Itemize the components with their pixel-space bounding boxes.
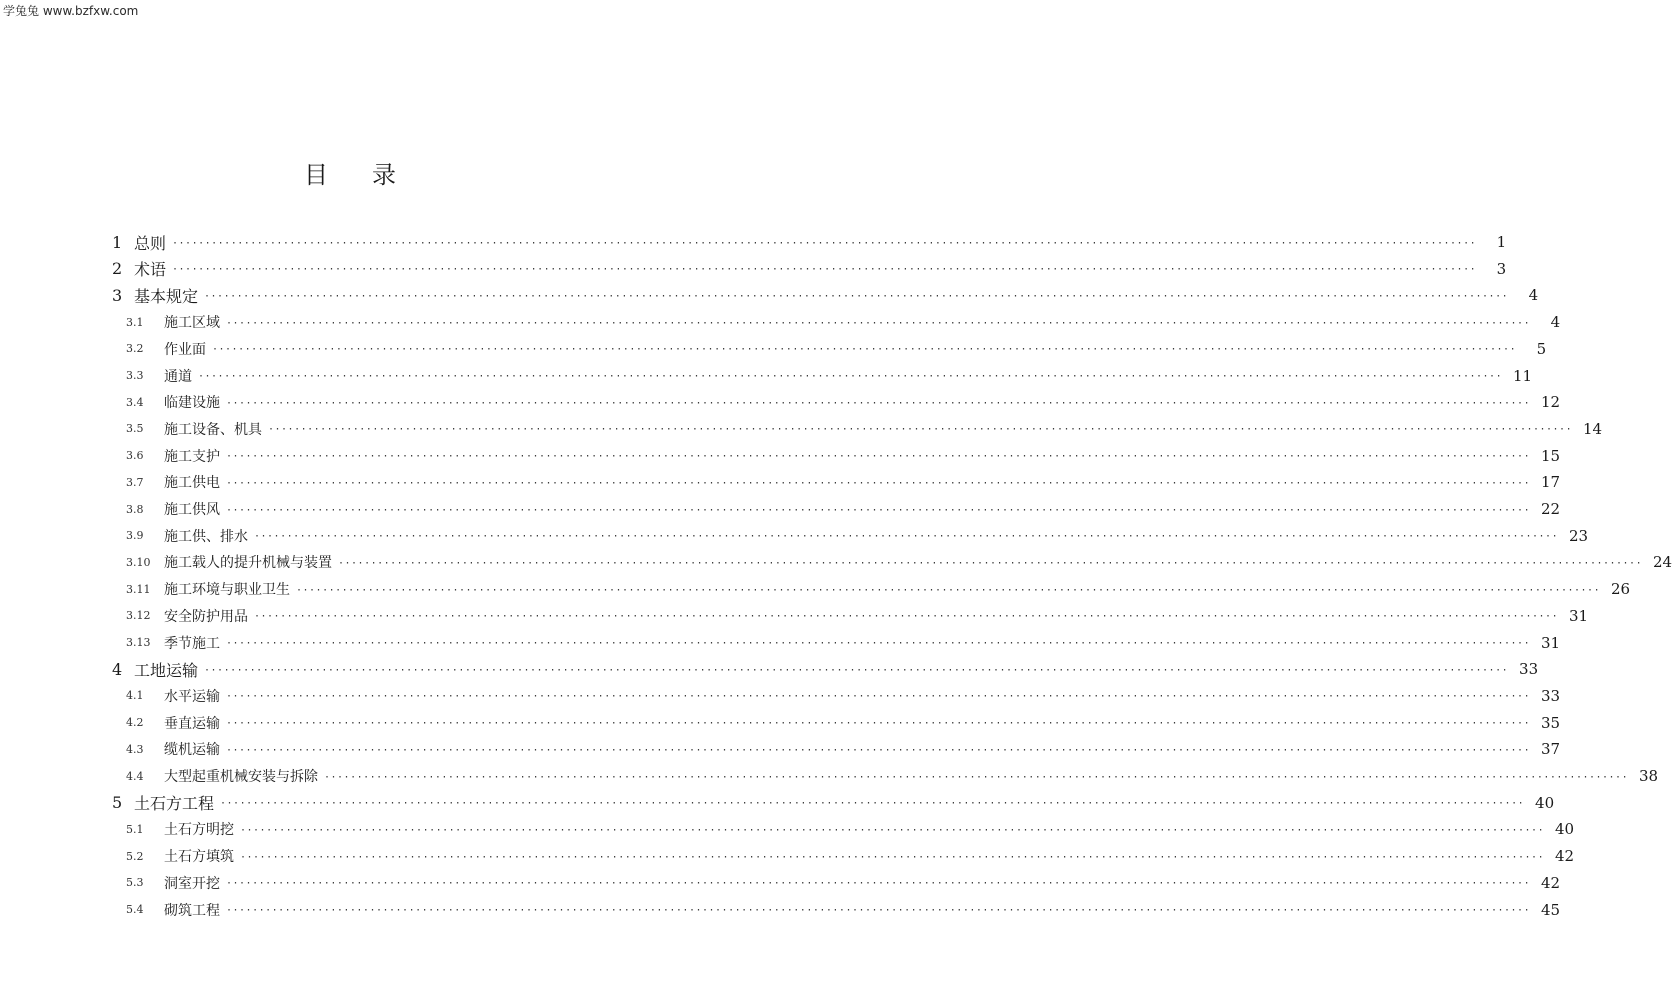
toc-section-entry[interactable] — [126, 416, 1603, 442]
dot-leader: ········································································································································································································ — [226, 744, 1531, 756]
toc-entry-title: 工地运输 — [134, 660, 199, 680]
toc-entry-title: 术语 — [134, 260, 167, 280]
toc-entry-title: 基本规定 — [134, 286, 199, 306]
toc-entry-title: 施工设备、机具 — [164, 421, 262, 438]
toc-entry-number: 3.1 — [126, 315, 144, 329]
toc-entry-page-number: 31 — [1541, 633, 1561, 652]
toc-entry-number: 4 — [112, 659, 123, 679]
toc-entry-number: 5 — [112, 793, 123, 813]
toc-entry-title: 缆机运输 — [164, 742, 220, 759]
dot-leader: ········································································································································································································ — [254, 611, 1559, 623]
toc-entry-page-number: 37 — [1541, 740, 1561, 759]
dot-leader: ········································································································································································································ — [240, 851, 1545, 863]
toc-entry-page-number: 5 — [1536, 339, 1547, 358]
toc-entry-number: 2 — [112, 259, 123, 279]
toc-entry-title: 施工载人的提升机械与装置 — [164, 555, 332, 572]
toc-entry-title: 施工环境与职业卫生 — [164, 582, 290, 599]
toc-entry-number: 3.5 — [126, 422, 144, 436]
dot-leader: ········································································································································································································ — [268, 424, 1573, 436]
toc-entry-title: 垂直运输 — [164, 715, 220, 732]
toc-entry-page-number: 35 — [1541, 713, 1561, 732]
toc-section-entry[interactable] — [126, 603, 1589, 629]
toc-entry-title: 水平运输 — [164, 688, 220, 705]
dot-leader: ········································································································································································································ — [226, 397, 1531, 409]
dot-leader: ········································································································································································································ — [296, 584, 1601, 596]
toc-entry-page-number: 1 — [1496, 233, 1507, 251]
dot-leader: ········································································································································································································ — [226, 638, 1531, 649]
toc-entry-title: 作业面 — [164, 341, 206, 358]
toc-entry-page-number: 45 — [1541, 900, 1561, 919]
toc-section-entry[interactable] — [126, 389, 1561, 415]
toc-entry-number: 3.11 — [126, 582, 151, 596]
toc-entry-number: 5.4 — [126, 903, 144, 916]
toc-entry-title: 总则 — [134, 233, 167, 253]
dot-leader: ········································································································································································································ — [226, 718, 1531, 730]
toc-entry-number: 4.1 — [126, 689, 144, 703]
toc-entry-title: 大型起重机械安装与拆除 — [164, 769, 318, 785]
toc-section-entry[interactable] — [126, 443, 1561, 469]
dot-leader: ········································································································································································································ — [172, 264, 1477, 276]
dot-leader: ········································································································································································································ — [226, 317, 1531, 329]
toc-entry-title: 土石方填筑 — [164, 849, 234, 866]
toc-entry-page-number: 40 — [1555, 820, 1575, 839]
toc-entry-page-number: 4 — [1528, 286, 1539, 305]
dot-leader: ········································································································································································································ — [226, 878, 1531, 890]
toc-section-entry[interactable] — [126, 710, 1561, 736]
dot-leader: ········································································································································································································ — [324, 771, 1629, 783]
toc-entry-page-number: 15 — [1541, 446, 1561, 465]
toc-entry-number: 3.7 — [126, 475, 144, 489]
dot-leader: ········································································································································································································ — [226, 504, 1531, 516]
toc-entry-number: 5.2 — [126, 849, 144, 863]
toc-section-entry[interactable] — [126, 309, 1561, 335]
toc-entry-page-number: 42 — [1541, 873, 1561, 892]
toc-entry-title: 土石方明挖 — [164, 822, 234, 839]
toc-entry-number: 5.3 — [126, 876, 144, 890]
toc-entry-title: 临建设施 — [164, 395, 220, 412]
page-title: 目录 — [304, 161, 440, 189]
toc-entry-number: 3.9 — [126, 529, 144, 543]
toc-chapter-entry[interactable] — [112, 256, 1507, 282]
toc-entry-number: 4.2 — [126, 716, 144, 730]
toc-section-entry[interactable] — [126, 897, 1561, 923]
toc-entry-page-number: 31 — [1569, 606, 1589, 625]
dot-leader: ········································································································································································································ — [226, 451, 1531, 463]
toc-section-entry[interactable] — [126, 336, 1547, 362]
dot-leader: ········································································································································································································ — [220, 798, 1525, 810]
toc-section-entry[interactable] — [126, 843, 1575, 869]
toc-entry-title: 土石方工程 — [134, 794, 215, 814]
toc-entry-page-number: 17 — [1541, 473, 1561, 492]
dot-leader: ········································································································································································································ — [226, 477, 1531, 489]
toc-entry-title: 施工供、排水 — [164, 528, 248, 545]
toc-section-entry[interactable] — [126, 683, 1561, 709]
toc-entry-page-number: 33 — [1541, 686, 1561, 705]
toc-entry-page-number: 24 — [1653, 553, 1672, 572]
toc-entry-page-number: 40 — [1535, 793, 1555, 812]
dot-leader: ········································································································································································································ — [240, 824, 1545, 836]
toc-entry-number: 3.10 — [126, 555, 151, 569]
toc-chapter-entry[interactable] — [112, 282, 1539, 308]
toc-section-entry[interactable] — [126, 496, 1561, 522]
toc-entry-title: 安全防护用品 — [164, 608, 248, 625]
toc-section-entry[interactable] — [126, 523, 1589, 549]
toc-chapter-entry[interactable] — [112, 790, 1555, 816]
toc-entry-number: 4.3 — [126, 742, 144, 756]
toc-entry-page-number: 26 — [1611, 580, 1631, 599]
toc-entry-title: 施工区域 — [164, 315, 220, 332]
toc-entry-number: 3.12 — [126, 609, 151, 623]
toc-section-entry[interactable] — [126, 870, 1561, 896]
dot-leader: ········································································································································································································ — [212, 344, 1517, 356]
toc-entry-page-number: 12 — [1541, 393, 1561, 412]
toc-entry-title: 施工供电 — [164, 475, 220, 492]
dot-leader: ········································································································································································································ — [198, 371, 1503, 382]
toc-entry-page-number: 33 — [1519, 660, 1539, 679]
toc-section-entry[interactable] — [126, 763, 1659, 789]
toc-entry-number: 3 — [112, 285, 123, 305]
dot-leader: ········································································································································································································ — [254, 531, 1559, 543]
dot-leader: ········································································································································································································ — [338, 557, 1643, 569]
toc-entry-page-number: 42 — [1555, 847, 1575, 866]
toc-entry-page-number: 11 — [1513, 366, 1533, 385]
toc-entry-page-number: 3 — [1496, 259, 1507, 278]
toc-entry-title: 砌筑工程 — [164, 902, 220, 919]
toc-section-entry[interactable] — [126, 363, 1533, 389]
dot-leader: ········································································································································································································ — [204, 664, 1509, 676]
site-watermark: 学兔兔 www.bzfxw.com — [3, 4, 139, 18]
toc-entry-number: 3.3 — [126, 369, 144, 382]
dot-leader: ········································································································································································································ — [226, 691, 1531, 703]
toc-section-entry[interactable] — [126, 816, 1575, 842]
toc-section-entry[interactable] — [126, 630, 1561, 656]
toc-entry-page-number: 22 — [1541, 500, 1561, 518]
toc-entry-title: 通道 — [164, 368, 192, 385]
toc-entry-page-number: 4 — [1550, 313, 1561, 332]
toc-entry-page-number: 14 — [1583, 419, 1603, 438]
toc-chapter-entry[interactable] — [112, 656, 1539, 682]
toc-entry-page-number: 23 — [1569, 526, 1589, 545]
toc-entry-title: 洞室开挖 — [164, 875, 220, 892]
toc-entry-number: 1 — [112, 232, 123, 252]
toc-entry-number: 3.2 — [126, 342, 144, 356]
toc-entry-number: 3.8 — [126, 502, 144, 516]
toc-section-entry[interactable] — [126, 736, 1561, 762]
toc-entry-number: 3.4 — [126, 395, 144, 409]
toc-entry-number: 5.1 — [126, 822, 144, 836]
toc-section-entry[interactable] — [126, 576, 1631, 602]
toc-entry-title: 施工支护 — [164, 448, 220, 465]
toc-entry-number: 3.6 — [126, 449, 144, 463]
toc-entry-title: 施工供风 — [164, 502, 220, 518]
toc-chapter-entry[interactable] — [112, 229, 1507, 255]
toc-section-entry[interactable] — [126, 469, 1561, 495]
toc-entry-number: 4.4 — [126, 769, 144, 783]
toc-section-entry[interactable] — [126, 549, 1672, 575]
dot-leader: ········································································································································································································ — [226, 905, 1531, 916]
toc-entry-title: 季节施工 — [164, 635, 220, 652]
toc-entry-page-number: 38 — [1639, 767, 1659, 785]
dot-leader: ········································································································································································································ — [204, 290, 1509, 302]
toc-entry-number: 3.13 — [126, 636, 151, 649]
dot-leader: ········································································································································································································ — [172, 237, 1477, 249]
